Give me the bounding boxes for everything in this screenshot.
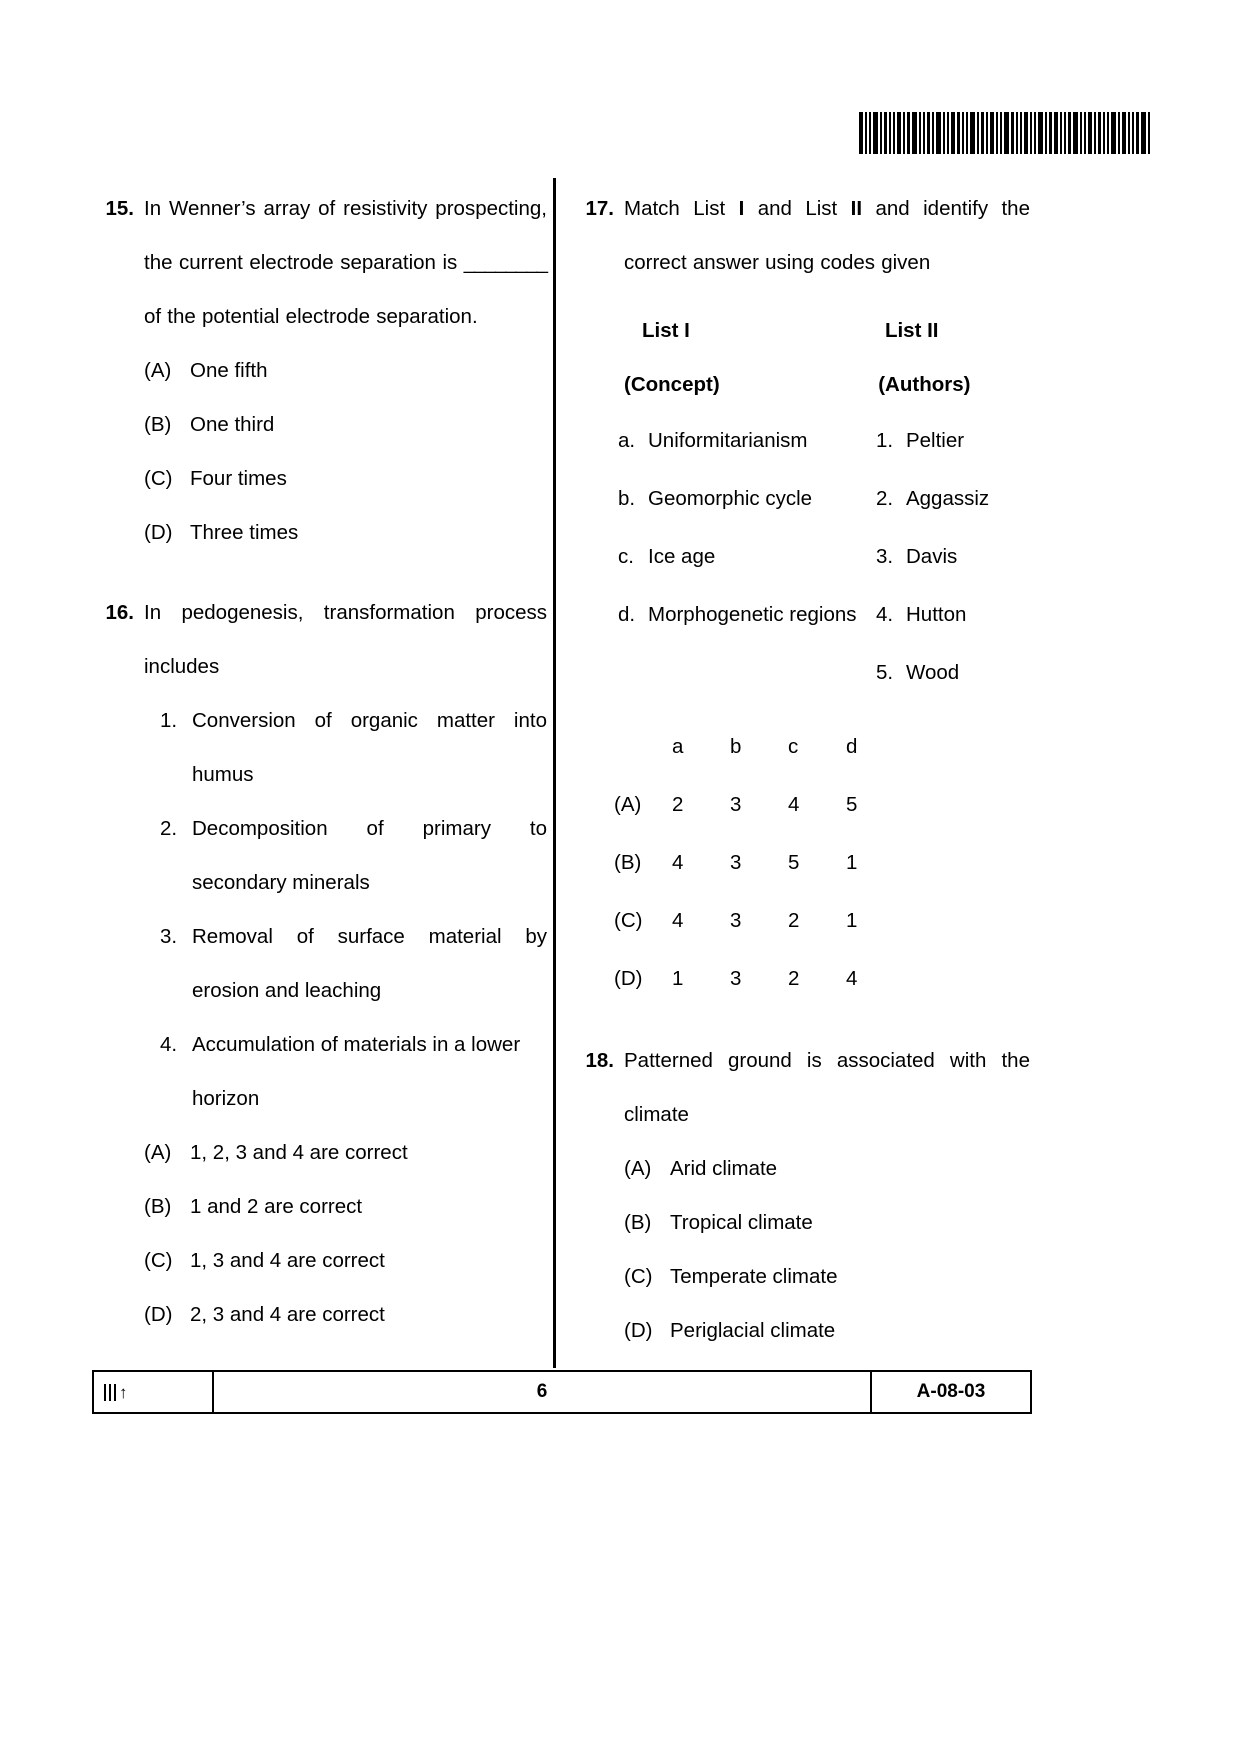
question-16-statement-3: [92, 910, 547, 1018]
question-17-option-a-value-b: 3: [730, 793, 742, 816]
barcode-bar: [1094, 112, 1096, 154]
list-1-title: List I: [642, 319, 690, 342]
question-16-option-c-label: 1, 3 and 4 are correct: [190, 1249, 385, 1272]
question-16-statement-1: [92, 694, 547, 802]
barcode-bar: [1128, 112, 1130, 154]
question-16-statement-2-label: Decomposition of primary to secondary minerals: [192, 817, 547, 894]
question-15-option-a[interactable]: [92, 344, 547, 398]
question-16-option-c-key: (C): [144, 1249, 173, 1272]
question-18-option-c-key: (C): [624, 1265, 653, 1288]
list-2-item-2-label: Aggassiz: [905, 487, 990, 510]
barcode-bar: [951, 112, 955, 154]
barcode-bar: [1122, 112, 1126, 154]
question-17-text: Match List I and List II and identify the correct answer using codes given: [624, 197, 1030, 274]
question-18-option-c[interactable]: [572, 1250, 1030, 1304]
list-2-item-4-key: 4.: [875, 603, 894, 626]
question-16-statement-2: [92, 802, 547, 910]
match-row: [618, 528, 1030, 586]
question-18-option-d[interactable]: [572, 1304, 1030, 1358]
question-18-option-b-label: Tropical climate: [670, 1211, 813, 1234]
match-lists-subtitles: [618, 358, 1030, 412]
question-18-option-a[interactable]: [572, 1142, 1030, 1196]
list-1-item-b: [618, 470, 876, 528]
question-16-option-b-label: 1 and 2 are correct: [190, 1195, 363, 1218]
list-1-item-c-key: c.: [618, 545, 634, 568]
footer-mark: [94, 1372, 214, 1412]
list-1-item-d: [618, 586, 876, 644]
question-16-option-b[interactable]: [92, 1180, 547, 1234]
barcode-bar: [880, 112, 882, 154]
list-1-subtitle: (Concept): [624, 373, 720, 396]
barcode-bar: [889, 112, 891, 154]
question-17-option-b-value-d: 1: [846, 851, 858, 874]
list-1-item-a-label: Uniformitarianism: [648, 429, 808, 452]
question-17-number: 17.: [585, 197, 614, 220]
question-17: [572, 182, 1030, 1008]
barcode-bar: [1011, 112, 1014, 154]
barcode-bar: [943, 112, 945, 154]
list-1-item-d-key: d.: [618, 603, 636, 626]
barcode-bar: [1098, 112, 1101, 154]
barcode-bar: [970, 112, 975, 154]
list-2-item-1-key: 1.: [875, 429, 894, 452]
barcode-bar: [873, 112, 878, 154]
question-17-option-d-key: (D): [614, 967, 643, 990]
question-16: [92, 586, 547, 1342]
barcode-bar: [884, 112, 887, 154]
question-16-statement-4-key: 4.: [160, 1033, 178, 1056]
question-17-option-a-key: (A): [614, 793, 642, 816]
list-2-item-4-label: Hutton: [905, 603, 967, 626]
right-column: [572, 182, 1030, 1384]
barcode-bar: [932, 112, 934, 154]
question-15-head: [92, 182, 547, 344]
barcode-bar: [869, 112, 871, 154]
barcode-bar: [962, 112, 964, 154]
barcode-bar: [1000, 112, 1002, 154]
question-15-option-a-label: One fifth: [190, 359, 268, 382]
barcode-bar: [1103, 112, 1105, 154]
match-row: [618, 644, 1030, 702]
list-2-item-3-label: Davis: [905, 545, 958, 568]
barcode-bar: [1088, 112, 1092, 154]
codes-table: [572, 718, 1030, 1008]
question-18-option-c-label: Temperate climate: [670, 1265, 838, 1288]
codes-header-a: a: [672, 735, 684, 758]
barcode-bar: [1068, 112, 1071, 154]
barcode-bar: [865, 112, 867, 154]
list-1-item-b-label: Geomorphic cycle: [648, 487, 813, 510]
list-2-subtitle: (Authors): [878, 373, 971, 396]
barcode-bar: [1016, 112, 1018, 154]
question-16-option-a[interactable]: [92, 1126, 547, 1180]
question-16-statement-4: [92, 1018, 547, 1126]
barcode-bar: [977, 112, 979, 154]
barcode-bar: [919, 112, 921, 154]
question-15-blank: ________: [463, 251, 547, 274]
barcode-bar: [927, 112, 930, 154]
list-2-item-2-key: 2.: [875, 487, 894, 510]
question-15-option-c[interactable]: [92, 452, 547, 506]
question-17-option-c-value-b: 3: [730, 909, 742, 932]
list-2-title: List II: [884, 319, 939, 342]
question-17-option-a-value-d: 5: [846, 793, 858, 816]
footer-bars-icon: [104, 1384, 116, 1401]
codes-header-c: c: [788, 735, 799, 758]
question-17-option-a[interactable]: [614, 776, 1030, 834]
question-16-option-a-label: 1, 2, 3 and 4 are correct: [190, 1141, 408, 1164]
list-1-item-b-key: b.: [618, 487, 636, 510]
question-15-option-a-key: (A): [144, 359, 172, 382]
page-footer: [92, 1370, 1032, 1414]
question-15: [92, 182, 547, 560]
barcode-bar: [893, 112, 895, 154]
barcode-bar: [966, 112, 968, 154]
list-2-item-1: [876, 412, 1030, 470]
barcode-bar: [981, 112, 984, 154]
question-16-option-d[interactable]: [92, 1288, 547, 1342]
list-2-item-5: [876, 644, 1030, 702]
match-lists: [572, 304, 1030, 702]
question-17-option-c-value-d: 1: [846, 909, 858, 932]
question-15-option-d[interactable]: [92, 506, 547, 560]
question-15-option-b-label: One third: [190, 413, 275, 436]
list-1-item-d-label: Morphogenetic regions: [648, 603, 857, 626]
list-2-item-4: [876, 586, 1030, 644]
list-1-item-a: [618, 412, 876, 470]
list-1-item-c-label: Ice age: [648, 545, 716, 568]
question-16-head: [92, 586, 547, 694]
question-17-option-b-value-b: 3: [730, 851, 742, 874]
question-16-statement-1-key: 1.: [160, 709, 178, 732]
list-2-item-3-key: 3.: [875, 545, 894, 568]
question-16-statement-2-key: 2.: [160, 817, 178, 840]
list-2-item-3: [876, 528, 1030, 586]
barcode-bar: [1073, 112, 1078, 154]
barcode-bar: [1049, 112, 1052, 154]
question-18-option-d-label: Periglacial climate: [670, 1319, 836, 1342]
question-17-option-d-value-d: 4: [846, 967, 858, 990]
up-arrow-icon: ↑: [119, 1382, 128, 1402]
barcode-bar: [1118, 112, 1120, 154]
question-15-text: [144, 182, 547, 344]
question-17-option-b-value-c: 5: [788, 851, 800, 874]
question-17-option-d-value-b: 3: [730, 967, 742, 990]
match-row: [618, 412, 1030, 470]
question-16-option-d-label: 2, 3 and 4 are correct: [190, 1303, 385, 1326]
barcode-bar: [1045, 112, 1047, 154]
question-16-option-a-key: (A): [144, 1141, 172, 1164]
barcode: [859, 112, 1152, 154]
question-16-option-b-key: (B): [144, 1195, 172, 1218]
list-1-item-c: [618, 528, 876, 586]
list-1-item-a-key: a.: [618, 429, 636, 452]
question-17-option-d-value-a: 1: [672, 967, 684, 990]
barcode-bar: [1107, 112, 1109, 154]
question-16-option-d-key: (D): [144, 1303, 173, 1326]
barcode-bar: [1084, 112, 1086, 154]
question-15-option-c-label: Four times: [190, 467, 287, 490]
codes-header-blank: [614, 718, 672, 776]
barcode-bar: [1064, 112, 1066, 154]
barcode-bar: [1060, 112, 1062, 154]
question-15-option-d-label: Three times: [190, 521, 299, 544]
list-2-item-5-label: Wood: [905, 661, 960, 684]
barcode-bar: [1038, 112, 1043, 154]
barcode-bar: [1054, 112, 1058, 154]
list-2-item-5-key: 5.: [875, 661, 894, 684]
question-15-option-b[interactable]: [92, 398, 547, 452]
question-16-statement-4-label: Accumulation of materials in a lower horizon: [192, 1033, 521, 1110]
question-15-number: 15.: [105, 197, 134, 220]
question-17-option-c-value-c: 2: [788, 909, 800, 932]
codes-header-b: b: [730, 735, 742, 758]
barcode-bar: [1020, 112, 1022, 154]
codes-header-row: [614, 718, 1030, 776]
question-17-option-b-value-a: 4: [672, 851, 684, 874]
question-16-statement-1-label: Conversion of organic matter into humus: [192, 709, 547, 786]
barcode-bar: [1111, 112, 1116, 154]
list-2-item-1-label: Peltier: [905, 429, 965, 452]
question-15-text-before: In Wenner’s array of resistivity prospecting, the current electrode separation is: [144, 197, 547, 274]
left-column: [92, 182, 547, 1368]
question-17-option-a-value-a: 2: [672, 793, 684, 816]
question-18-text: Patterned ground is associated with the climate: [624, 1049, 1030, 1126]
barcode-bar: [936, 112, 941, 154]
question-17-option-b-key: (B): [614, 851, 642, 874]
question-18-option-a-label: Arid climate: [670, 1157, 778, 1180]
question-18-number: 18.: [585, 1049, 614, 1072]
column-divider: [553, 178, 556, 1368]
barcode-bar: [859, 112, 863, 154]
barcode-bar: [1141, 112, 1146, 154]
question-17-option-a-value-c: 4: [788, 793, 800, 816]
codes-header-d: d: [846, 735, 858, 758]
question-16-text: In pedogenesis, transformation process includes: [144, 601, 547, 678]
question-17-option-c-key: (C): [614, 909, 643, 932]
question-18-option-b[interactable]: [572, 1196, 1030, 1250]
question-18-option-d-key: (D): [624, 1319, 653, 1342]
question-17-option-d[interactable]: [614, 950, 1030, 1008]
barcode-bar: [1030, 112, 1032, 154]
list-1-item-empty: [618, 644, 876, 702]
barcode-bar: [923, 112, 925, 154]
question-15-option-b-key: (B): [144, 413, 172, 436]
barcode-bar: [903, 112, 905, 154]
page-number: 6: [536, 1381, 548, 1402]
question-17-option-c[interactable]: [614, 892, 1030, 950]
question-17-option-d-value-c: 2: [788, 967, 800, 990]
list-2-item-2: [876, 470, 1030, 528]
question-18-option-b-key: (B): [624, 1211, 652, 1234]
barcode-bar: [1148, 112, 1150, 154]
question-16-statement-3-key: 3.: [160, 925, 178, 948]
barcode-bar: [1034, 112, 1036, 154]
barcode-bar: [1080, 112, 1082, 154]
barcode-bar: [986, 112, 988, 154]
question-17-option-c-value-a: 4: [672, 909, 684, 932]
barcode-bar: [957, 112, 960, 154]
question-16-statement-3-label: Removal of surface material by erosion and leaching: [192, 925, 547, 1002]
match-lists-titles: [618, 304, 1030, 358]
question-17-option-b[interactable]: [614, 834, 1030, 892]
question-16-number: 16.: [105, 601, 134, 624]
barcode-bar: [912, 112, 917, 154]
question-17-head: [572, 182, 1030, 290]
question-15-option-c-key: (C): [144, 467, 173, 490]
barcode-bar: [1024, 112, 1028, 154]
match-row: [618, 470, 1030, 528]
barcode-bar: [897, 112, 901, 154]
barcode-bar: [1004, 112, 1009, 154]
question-18: [572, 1034, 1030, 1358]
barcode-bar: [907, 112, 910, 154]
barcode-bar: [996, 112, 998, 154]
paper-code: A-08-03: [870, 1372, 1030, 1412]
question-15-text-after: of the potential electrode separation.: [144, 305, 478, 328]
barcode-bar: [947, 112, 949, 154]
barcode-bar: [990, 112, 994, 154]
question-16-option-c[interactable]: [92, 1234, 547, 1288]
barcode-bar: [1136, 112, 1139, 154]
barcode-bar: [1132, 112, 1134, 154]
match-row: [618, 586, 1030, 644]
question-18-head: [572, 1034, 1030, 1142]
question-18-option-a-key: (A): [624, 1157, 652, 1180]
question-15-option-d-key: (D): [144, 521, 173, 544]
